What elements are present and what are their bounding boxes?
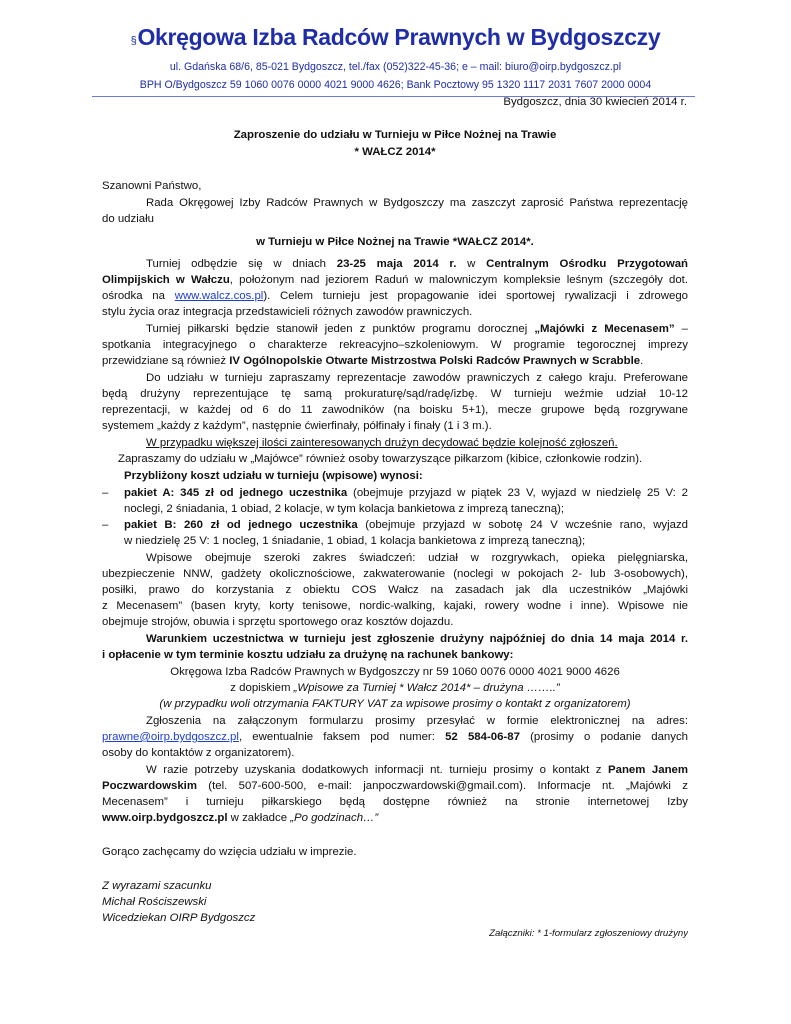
pkg-b-line-2: w niedzielę 25 V: 1 nocleg, 1 śniadanie, 1 obiad, 1 kolacja bankietowa z imprezą taneczną); (124, 535, 586, 547)
account-line: Okręgowa Izba Radców Prawnych w Bydgoszczy nr 59 1060 0076 0000 4021 9000 4626 (170, 666, 620, 678)
signature-title: Wicedziekan OIRP Bydgoszcz (102, 912, 256, 924)
p3-line-4: systemem „każdy z każdym”, następnie ćwierfinały, półfinały i finały (1 i 3 m.). (102, 420, 492, 432)
org-bank-accounts: BPH O/Bydgoszcz 59 1060 0076 0000 4021 9000 4626; Bank Pocztowy 95 1320 1117 2031 7607 2000 0004 (139, 79, 652, 91)
p3-line-1: Do udziału w turnieju zapraszamy reprezentacje zawodów prawniczych z całego kraju. Preferowane (146, 372, 688, 384)
p6-line-4: www.oirp.bydgoszcz.pl w zakładce „Po godzinach…” (102, 812, 379, 824)
bullet-dash-a: – (102, 487, 109, 499)
attachments-note: Załączniki: * 1-formularz zgłoszeniowy drużyny (489, 928, 688, 939)
letter-date: Bydgoszcz, dnia 30 kwiecień 2014 r. (503, 96, 687, 108)
p6-line-2: Poczwardowskim (tel. 507-600-500, e-mail: janpoczwardowski@gmail.com). Informacje nt. „Majówki z (102, 780, 688, 792)
cost-heading: Przybliżony koszt udziału w turnieju (wpisowe) wynosi: (124, 470, 423, 482)
p5-line-1: Zgłoszenia na załączonym formularzu prosimy przesyłać w formie elektronicznej na adres: (146, 715, 688, 727)
org-name-text: Okręgowa Izba Radców Prawnych w Bydgoszczy (137, 24, 661, 50)
pkg-a-line-2: noclegi, 2 śniadania, 1 obiad, 2 kolacje, w tym kolacja bankietowa z imprezą taneczną); (124, 503, 565, 515)
p6-line-3: Mecenasem” i turnieju piłkarskiego będą dostępne również na stronie internetowej Izby (102, 796, 688, 808)
p2-line-1: Turniej piłkarski będzie stanowił jeden z punktów programu dorocznej „Majówki z Mecenasem” – (146, 323, 688, 335)
p4-line-1: Wpisowe obejmuje szeroki zakres świadczeń: udział w rozgrywkach, opieka pielęgniarska, (146, 552, 688, 564)
pkg-b-line-1: pakiet B: 260 zł od jednego uczestnika (obejmuje przyjazd w sobotę 24 V wcześnie rano, wyjazd (124, 519, 688, 531)
order-notice: W przypadku większej ilości zainteresowanych drużyn decydować będzie kolejność zgłoszeń. (146, 437, 618, 449)
p5-line-2: prawne@oirp.bydgoszcz.pl, ewentualnie faksem pod numer: 52 584-06-87 (prosimy o podanie danych (102, 731, 688, 743)
org-name (0, 24, 791, 51)
p2-line-2: spotkania integracyjnego o charakterze rekreacyjno–szkoleniowym. W programie tegorocznej imprezy (102, 339, 688, 351)
intro-tournament-name: w Turnieju w Piłce Nożnej na Trawie *WAŁCZ 2014*. (256, 236, 534, 248)
title-line-1: Zaproszenie do udziału w Turnieju w Piłce Nożnej na Trawie (233, 129, 557, 141)
p1-line-3: ośrodka na www.walcz.cos.pl). Celem turnieju jest propagowanie idei sportowej rywalizacji i zdrowego (102, 290, 688, 302)
p6-line-1: W razie potrzeby uzyskania dodatkowych informacji nt. turnieju prosimy o kontakt z Panem Janem (146, 764, 688, 776)
intro-line-2: do udziału (102, 213, 154, 225)
email-link[interactable]: prawne@oirp.bydgoszcz.pl (102, 731, 239, 743)
p1-line-2: Olimpijskich w Wałczu, położonym nad jeziorem Raduń w malowniczym kompleksie leśnym (szczegóły dot. (102, 274, 688, 286)
signature-name: Michał Rościszewski (102, 896, 207, 908)
p5-line-3: osoby do kontaktów z organizatorem). (102, 747, 295, 759)
p4-line-3: posiłki, prawo do korzystania z obiektu COS Wałcz na zasadach jak dla uczestników „Majówki (102, 584, 688, 596)
p4-line-4: z Mecenasem” (basen kryty, korty tenisowe, nordic-walking, kajaki, rowery wodne i inne). Wpisowe nie (102, 600, 688, 612)
signature-line-1: Z wyrazami szacunku (102, 880, 212, 892)
title-line-2: * WAŁCZ 2014* (354, 146, 436, 158)
section-mark: § (130, 35, 137, 47)
account-note: z dopiskiem „Wpisowe za Turniej * Wałcz 2014* – drużyna ……..” (230, 682, 560, 694)
org-address: ul. Gdańska 68/6, 85-021 Bydgoszcz, tel./fax (052)322-45-36; e – mail: biuro@oirp.bydgoszcz.pl (169, 61, 622, 73)
condition-line-1: Warunkiem uczestnictwa w turnieju jest zgłoszenie drużyny najpóźniej do dnia 14 maja 2014 r. (146, 633, 688, 645)
vat-invoice-note: (w przypadku woli otrzymania FAKTURY VAT za wpisowe prosimy o kontakt z organizatorem) (159, 698, 631, 710)
p3-line-3: reprezentacji, w każdej od 6 do 11 zawodników (na boisku 5+1), mecze grupowe będą rozgrywane (102, 404, 688, 416)
closing-line: Gorąco zachęcamy do wzięcia udziału w imprezie. (102, 846, 357, 858)
bullet-dash-b: – (102, 519, 109, 531)
p3-line-2: będą drużyny reprezentujące tę samą prokuraturę/sąd/radę/izbę. W turnieju weźmie udział 10-12 (102, 388, 688, 400)
companions-invite: Zapraszamy do udziału w „Majówce” również osoby towarzyszące piłkarzom (kibice, członkowie rodzin). (118, 453, 643, 465)
p2-line-3: przewidziane są również IV Ogólnopolskie Otwarte Mistrzostwa Polski Radców Prawnych w Scrabble. (102, 355, 644, 367)
walcz-cos-link[interactable]: www.walcz.cos.pl (174, 290, 264, 302)
condition-line-2: i opłacenie w tym terminie kosztu udziału za drużynę na rachunek bankowy: (102, 649, 514, 661)
p1-line-4: stylu życia oraz integracja przedstawicieli różnych zawodów prawniczych. (102, 306, 473, 318)
greeting: Szanowni Państwo, (102, 180, 202, 192)
intro-line-1: Rada Okręgowej Izby Radców Prawnych w Bydgoszczy ma zaszczyt zaprosić Państwa reprezentację (146, 197, 688, 209)
p1-line-1: Turniej odbędzie się w dniach 23-25 maja 2014 r. w Centralnym Ośrodku Przygotowań (146, 258, 688, 270)
pkg-a-line-1: pakiet A: 345 zł od jednego uczestnika (obejmuje przyjazd w piątek 23 V, wyjazd w niedzielę 25 V: 2 (124, 487, 688, 499)
p4-line-2: ubezpieczenie NNW, gadżety okolicznościowe, zakwaterowanie (noclegi w pokojach 2- lub 3-osobowych), (102, 568, 688, 580)
p4-line-5: obejmuje strojów, obuwia i sprzętu sportowego oraz kosztów dojazdu. (102, 616, 454, 628)
